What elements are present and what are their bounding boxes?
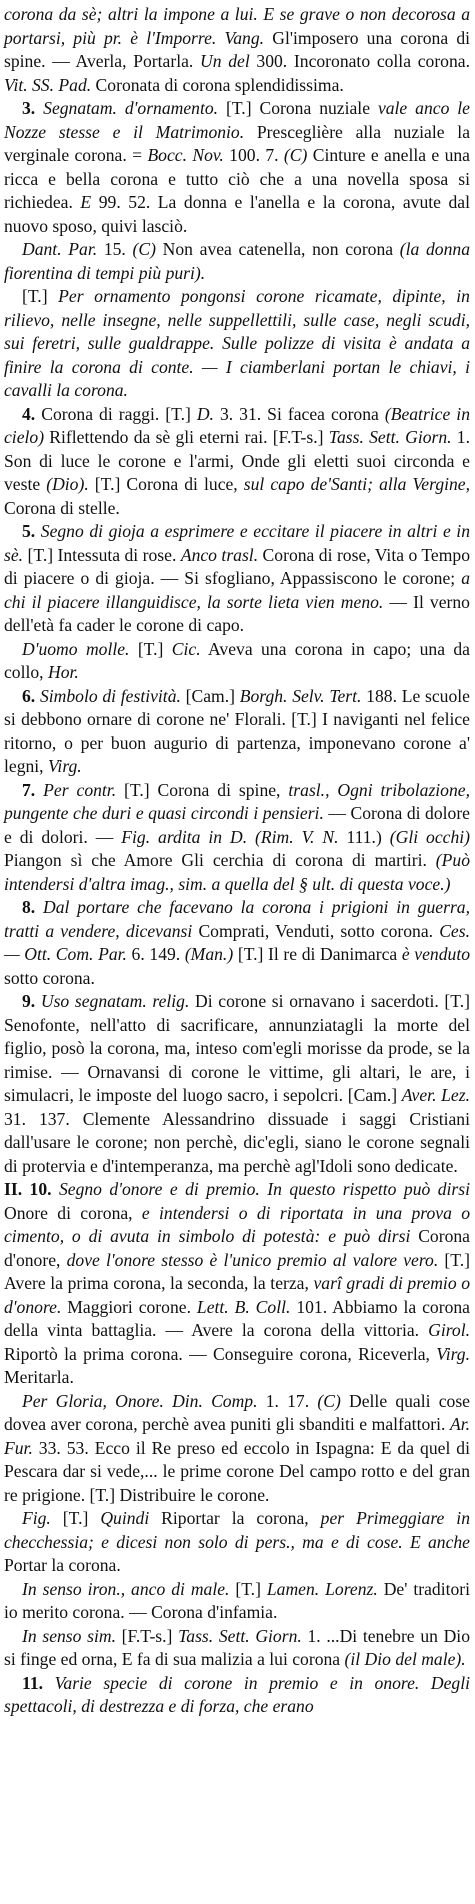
text-run: Un del [200,51,250,71]
entry-paragraph [4,685,470,779]
text-run: 101. Abbiamo la corona della vinta battaglia. — Avere la corona della vittoria. [4,1296,470,1340]
text-run: [T.] Avere la prima corona, la seconda, la terza, [4,1249,470,1293]
text-run: Corona di raggi. [T.] [35,403,197,424]
text-run: De' traditori io merito corona. — Corona d'infamia. [4,1578,471,1622]
entry-paragraph [4,285,470,403]
text-run: [T.] [50,1508,101,1528]
text-run: (C) [132,239,156,259]
text-run: Riportò la prima corona. — Conseguire corona, Riceverla, [4,1343,437,1364]
entry-paragraph [4,1390,470,1508]
text-run: Gl'imposero una corona di spine. — Averla, Portarla. [4,27,470,71]
text-run: Tass. Sett. Giorn. [328,427,452,447]
text-run [35,98,43,118]
text-run: Per Gloria, Onore. Din. Comp. [22,1390,258,1411]
text-run: In senso iron., anco di male. [22,1578,230,1599]
text-run: Bocc. Nov. [147,145,224,165]
text-run: vale anco le Nozze stesse e il Matrimonio. [4,98,470,142]
text-run: trasl., Ogni tribolazione, pungente che duri e quasi circondi i pensieri. [4,779,470,823]
entry-paragraph [4,1507,470,1578]
text-run: 1. Son di luce le corone e l'armi, Onde gli eletti suoi circonda e veste [4,427,471,494]
text-run: (Gli occhi) [389,826,471,847]
text-run: [T.] Corona di luce, [88,474,244,494]
text-run: Cinture e anella e una ricca e bella corona e tutto ciò che a una novella sposa si richiedea. [4,145,470,212]
text-run: Di corone si ornavano i sacerdoti. [T.] Senofonte, nell'atto di sacrificare, annunziatagli la morte del figlio, posò la corona, ma, inteso com'egli morisse da prode, se la rimise. — Ornavansi di corone le vittime, gli altari, le are, i simulacri, le imposte del luogo sacro, i sepolcri. [Cam.] [4,991,470,1105]
text-run: — Corona di dolore e di dolori. — [4,803,470,847]
text-run: — Il verno dell'età fa cader le corone di capo. [4,591,470,635]
text-run: Coronata di corona splendidissima. [91,74,344,95]
text-run: sul capo de'Santi; alla Vergine, [243,474,471,494]
entry-paragraph [4,990,470,1178]
text-run: 100. 7. [223,145,284,165]
entry-paragraph [4,97,470,238]
text-run: [T.] Corona nuziale [218,98,378,118]
text-run: Segno d'onore e di premio. In questo rispetto può dirsi [58,1179,470,1199]
entry-paragraph [4,779,470,897]
text-run: [T.] Corona di spine, [116,779,289,800]
text-run: Segnatam. d'ornamento. [43,98,219,118]
text-run: Ar. Fur. [4,1414,470,1458]
text-run: Quindi [100,1508,150,1528]
text-run: 300. Incoronato colla corona. [249,51,470,71]
text-run: corona da sè; altri la impone a lui. E se grave o non decorosa a portarsi, più pr. è l'Imporre. Vang. [4,4,470,48]
section-number: 9. [22,991,36,1011]
text-run: Ces. — Ott. Com. Par. [4,920,470,964]
text-run: Aveva una corona in capo; una da collo, [4,638,470,682]
text-run [35,780,43,800]
text-run: Piangon sì che Amore Gli cerchia di corona di martiri. [4,850,436,870]
entry-paragraph [4,1625,470,1672]
section-number: 8. [22,897,36,917]
entry-paragraph [4,1178,470,1390]
entry-paragraph [4,1578,470,1625]
text-run: (C) [283,145,308,165]
text-run: Per contr. [43,779,117,800]
text-run: 1. ...Di tenebre un Dio si finge ed orna, E fa di sua malizia a lui corona [4,1625,470,1669]
text-run: [T.] [129,638,172,659]
text-run: [T.] Il re di Danimarca [233,944,402,964]
text-run: Per ornamento pongonsi corone ricamate, dipinte, in rilievo, nelle insegne, nelle suppellettili, sulle case, negli scudi, sui feretri, sulle gualdrappe. Sulle polizze di visita è andata a finire la corona di conte. — I ciamberlani portan le chiavi, i cavalli la corona. [4,286,470,400]
text-run: 31. 137. Clemente Alessandrino dissuade i saggi Cristiani dall'usare le corone; non perchè, dic'egli, siano le corone segnali di protervia e d'intemperanza, ma perchè agl'Idoli sono dedicate. [4,1108,470,1176]
text-run: D'uomo molle. [22,638,130,659]
text-run: [T.] [229,1578,267,1599]
text-run: Corona di stelle. [4,497,120,518]
text-run: 33. 53. Ecco il Re preso ed eccolo in Ispagna: E da quel di Pescara dar si vede,... le prime corone Del campo rotto e del gran re prigione. [T.] Distribuire le corone. [4,1437,470,1505]
text-run: Vit. SS. Pad. [4,74,92,95]
entry-paragraph [4,238,470,285]
text-run: Lamen. Lorenz. [266,1578,378,1599]
text-run: Non avea catenella, non corona [155,239,400,259]
text-run: Presceglière alla nuziale la verginale corona. = [4,121,471,165]
text-run: (la donna fiorentina di tempi più puri). [4,239,470,283]
text-run: Comprati, Venduti, sotto corona. [192,920,440,941]
section-number: 7. [22,779,36,800]
text-run: Segno di gioja a esprimere e eccitare il piacere in altri e in sè. [4,521,470,565]
text-run: Onore di corona, [4,1202,142,1223]
text-run: Lett. B. Coll. [196,1296,291,1317]
text-run: Riflettendo da sè gli eterni rai. [F.T-s.] [44,427,329,447]
text-run: Hor. [47,662,79,682]
text-run: Fig. ardita in D. (Rim. V. N. [121,826,339,847]
text-run: sotto corona. [4,967,95,988]
text-run: [Cam.] [180,685,240,706]
text-run: Uso segnatam. relig. [40,991,190,1011]
text-run: 6. 149. [126,944,185,964]
text-run: Cic. [171,638,201,659]
text-run: [T.] Intessuta di rose. [23,544,181,565]
text-run: (Beatrice in cielo) [4,403,470,447]
text-run: Corona di rose, Vita o Tempo di piacere o di gioja. — Si sfogliano, Appassiscono le corone; [4,544,471,588]
text-run: Maggiori corone. [61,1296,197,1317]
text-run: In senso sim. [22,1625,116,1646]
text-run: [F.T-s.] [115,1625,179,1646]
text-run: Aver. Lez. [401,1085,470,1105]
text-run: Varie specie di corone in premio e in onore. Degli spettacoli, di destrezza e di forza, che erano [4,1672,470,1716]
text-run: (C) [317,1390,341,1411]
text-run: Portar la corona. [4,1555,121,1575]
text-run: Fig. [22,1508,51,1528]
text-run: Borgh. Selv. Tert. [239,685,362,706]
text-run: per Primeggiare in checchessia; e dicesi non solo di pers., ma e di cose. E anche [4,1508,470,1552]
text-run: Meritarla. [4,1367,74,1387]
section-number: 4. [22,403,36,424]
text-run: 3. 31. Si facea corona [213,403,385,424]
text-run: Anco trasl. [180,544,259,565]
entry-paragraph [4,896,470,990]
text-run: D. [196,403,214,424]
entry-paragraph [4,3,470,97]
text-run: (Man.) [184,944,234,964]
text-run: Simbolo di festività. [39,685,181,706]
text-run: 1. 17. [257,1390,318,1411]
text-run: Delle quali cose dovea aver corona, perchè avea puniti gli sbanditi e malfattori. [4,1390,470,1434]
section-number: 6. [22,685,36,706]
text-run: è venduto [401,944,470,964]
text-run: Virg. [436,1343,470,1364]
text-run [43,1673,55,1693]
text-run: (Può intendersi d'altra imag., sim. a quella del § ult. di questa voce.) [4,850,470,894]
text-run: 15. [97,239,133,259]
section-number: 5. [22,521,36,541]
entry-paragraph [4,520,470,638]
text-run [52,1179,59,1199]
text-run: varî gradi di premio o d'onore. [4,1273,471,1317]
text-run: Dal portare che facevano la corona i prigioni in guerra, tratti a vendere, dicevansi [4,897,470,941]
entry-paragraph [4,1672,470,1719]
text-run: 99. 52. La donna e l'anella e la corona, avute dal nuovo sposo, quivi lasciò. [4,192,470,236]
text-run: 111.) [338,826,390,847]
text-run: dove l'onore stesso è l'unico premio al valore vero. [66,1249,439,1270]
text-run: Dant. Par. [22,239,98,259]
text-run: a chi il piacere illanguidisce, la sorte lieta vien meno. [4,568,470,612]
text-run: [T.] [22,286,59,306]
text-run: Virg. [47,756,82,776]
text-run: 188. Le scuole si debbono ornare di corone ne' Florali. [T.] I naviganti nel felice ritorno, o per buon augurio di partenza, imponevano corone a' legni, [4,685,470,776]
section-number: 3. [22,98,36,118]
text-run: Riportar la corona, [149,1508,321,1528]
text-run: E [80,192,92,212]
text-run: (Dio). [46,474,89,494]
entry-paragraph [4,638,470,685]
text-run [35,897,43,917]
text-run: (il Dio del male). [344,1649,466,1669]
entry-paragraph [4,403,470,521]
section-number: II. 10. [4,1179,52,1199]
section-number: 11. [22,1672,44,1693]
text-run: e intendersi o di riportata in una prova o cimento, o di avuta in simbolo di potestà: e può dirsi [4,1202,470,1246]
text-run: Corona d'onore, [4,1226,470,1270]
text-run: Girol. [428,1320,470,1340]
text-run: Tass. Sett. Giorn. [178,1625,302,1646]
